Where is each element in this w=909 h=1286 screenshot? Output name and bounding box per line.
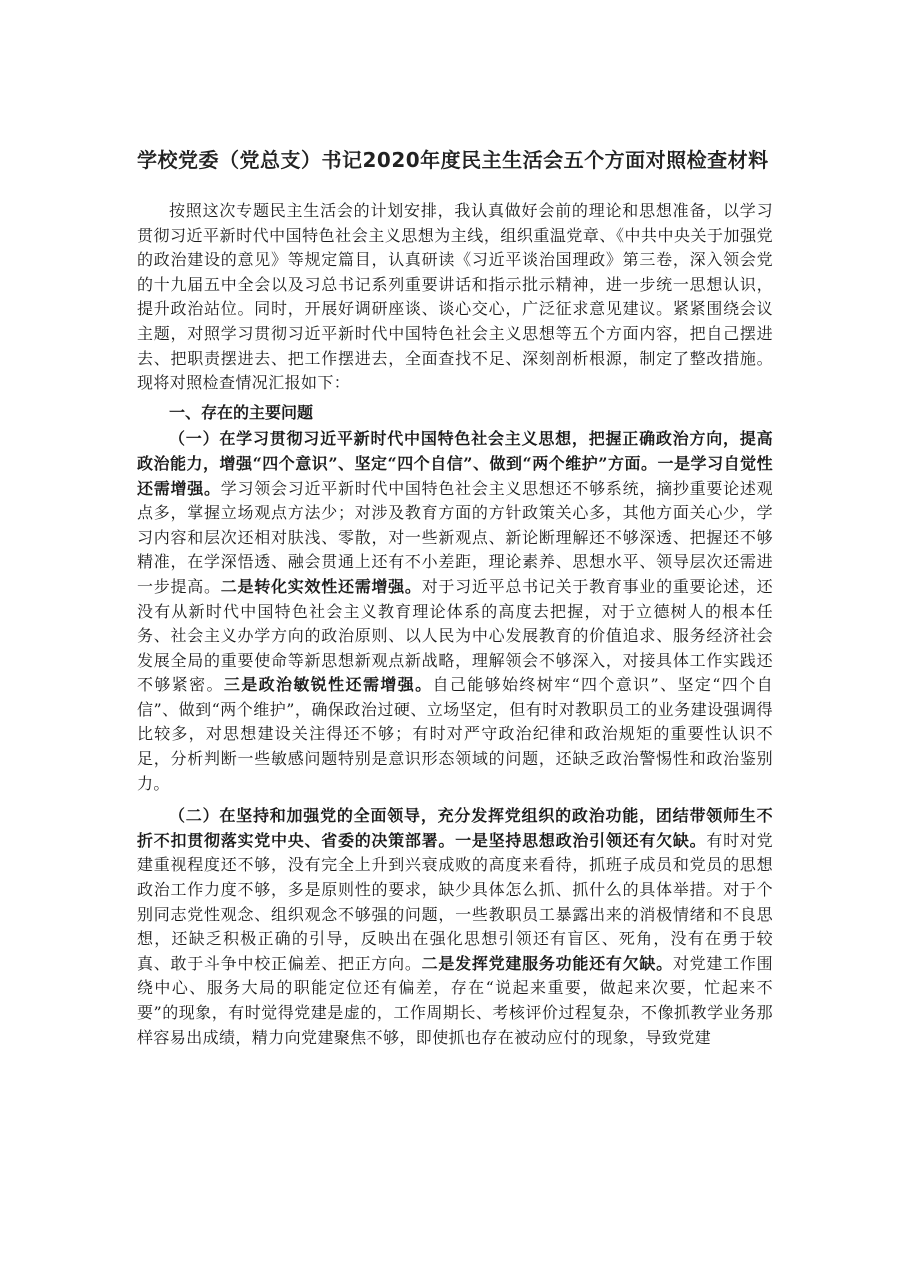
paragraph-gap xyxy=(137,796,773,804)
paragraph-item-1 xyxy=(137,427,773,796)
item-1-subheading-3: 三是政治敏锐性还需增强。 xyxy=(223,675,433,695)
item-1-text-b: 对于习近平总书记关于教育事业的重要论述，还没有从新时代中国特色社会主义教育理论体系的高度去把握，对于立德树人的根本任务、社会主义办学方向的政治原则、以人民为中心发展教育的价值追求、服务经济社会发展全局的重要使命等新思想新观点新战略，理解领会不够深入，对接具体工作实践还不够紧密。 xyxy=(137,576,773,695)
item-2-text-b: 对党建工作围绕中心、服务大局的职能定位还有偏差，存在“说起来重要，做起来次要，忙起来不要”的现象，有时觉得党建是虚的，工作周期长、考核评价过程复杂，不像抓教学业务那样容易出成绩，精力向党建聚焦不够，即使抓也存在被动应付的现象，导致党建 xyxy=(137,953,773,1047)
section-heading-problems: 一、存在的主要问题 xyxy=(169,402,314,422)
paragraph-item-2 xyxy=(137,804,773,1050)
document-page xyxy=(137,135,773,1050)
item-1-text-a: 学习领会习近平新时代中国特色社会主义思想还不够系统，摘抄重要论述观点多，掌握立场观点方法少；对涉及教育方面的方针政策关心多，其他方面关心少，学习内容和层次还相对肤浅、零散，对一些新观点、新论断理解还不够深透、把握还不够精准，在学深悟透、融会贯通上还有不小差距，理论素养、思想水平、领导层次还需进一步提高。 xyxy=(137,478,773,596)
item-2-heading: （二）在坚持和加强党的全面领导，充分发挥党组织的政治功能，团结带领师生不折不扣贯彻落实党中央、省委的决策部署。一是坚持思想政治引领还有欠缺。 xyxy=(137,806,773,850)
item-1-text-c: 自己能够始终树牢“四个意识”、坚定“四个自信”、做到“两个维护”，确保政治过硬、立场坚定，但有时对教职员工的业务建设强调得比较多，对思想建设关注得还不够；有时对严守政治纪律和政治规矩的重要性认识不足，分析判断一些敏感问题特别是意识形态领域的问题，还缺乏政治警惕性和政治鉴别力。 xyxy=(137,675,773,793)
document-title: 学校党委（党总支）书记2020年度民主生活会五个方面对照检查材料 xyxy=(137,148,769,172)
item-2-text-a: 有时对党建重视程度还不够，没有完全上升到兴衰成败的高度来看待，抓班子成员和党员的思想政治工作力度不够，多是原则性的要求，缺少具体怎么抓、抓什么的具体举措。对于个别同志党性观念、组织观念不够强的问题，一些教职员工暴露出来的消极情绪和不良思想，还缺乏积极正确的引导，反映出在强化思想引领还有盲区、死角，没有在勇于较真、敢于斗争中校正偏差、把正方向。 xyxy=(137,830,773,973)
item-1-subheading-2: 二是转化实效性还需增强。 xyxy=(220,576,422,596)
item-2-subheading-2: 二是发挥党建服务功能还有欠缺。 xyxy=(421,953,673,973)
item-1-heading: （一）在学习贯彻习近平新时代中国特色社会主义思想，把握正确政治方向，提高政治能力，增强“四个意识”、坚定“四个自信”、做到“两个维护”方面。一是学习自觉性还需增强。 xyxy=(137,429,773,498)
intro-paragraph: 按照这次专题民主生活会的计划安排，我认真做好会前的理论和思想准备，以学习贯彻习近平新时代中国特色社会主义思想为主线，组织重温党章、《中共中央关于加强党的政治建设的意见》等规定篇目，认真研读《习近平谈治国理政》第三卷，深入领会党的十九届五中全会以及习总书记系列重要讲话和指示批示精神，进一步统一思想认识，提升政治站位。同时，开展好调研座谈、谈心交心，广泛征求意见建议。紧紧围绕会议主题，对照学习贯彻习近平新时代中国特色社会主义思想等五个方面内容，把自己摆进去、把职责摆进去、把工作摆进去，全面查找不足、深刻剖析根源，制定了整改措施。现将对照检查情况汇报如下： xyxy=(137,201,773,393)
